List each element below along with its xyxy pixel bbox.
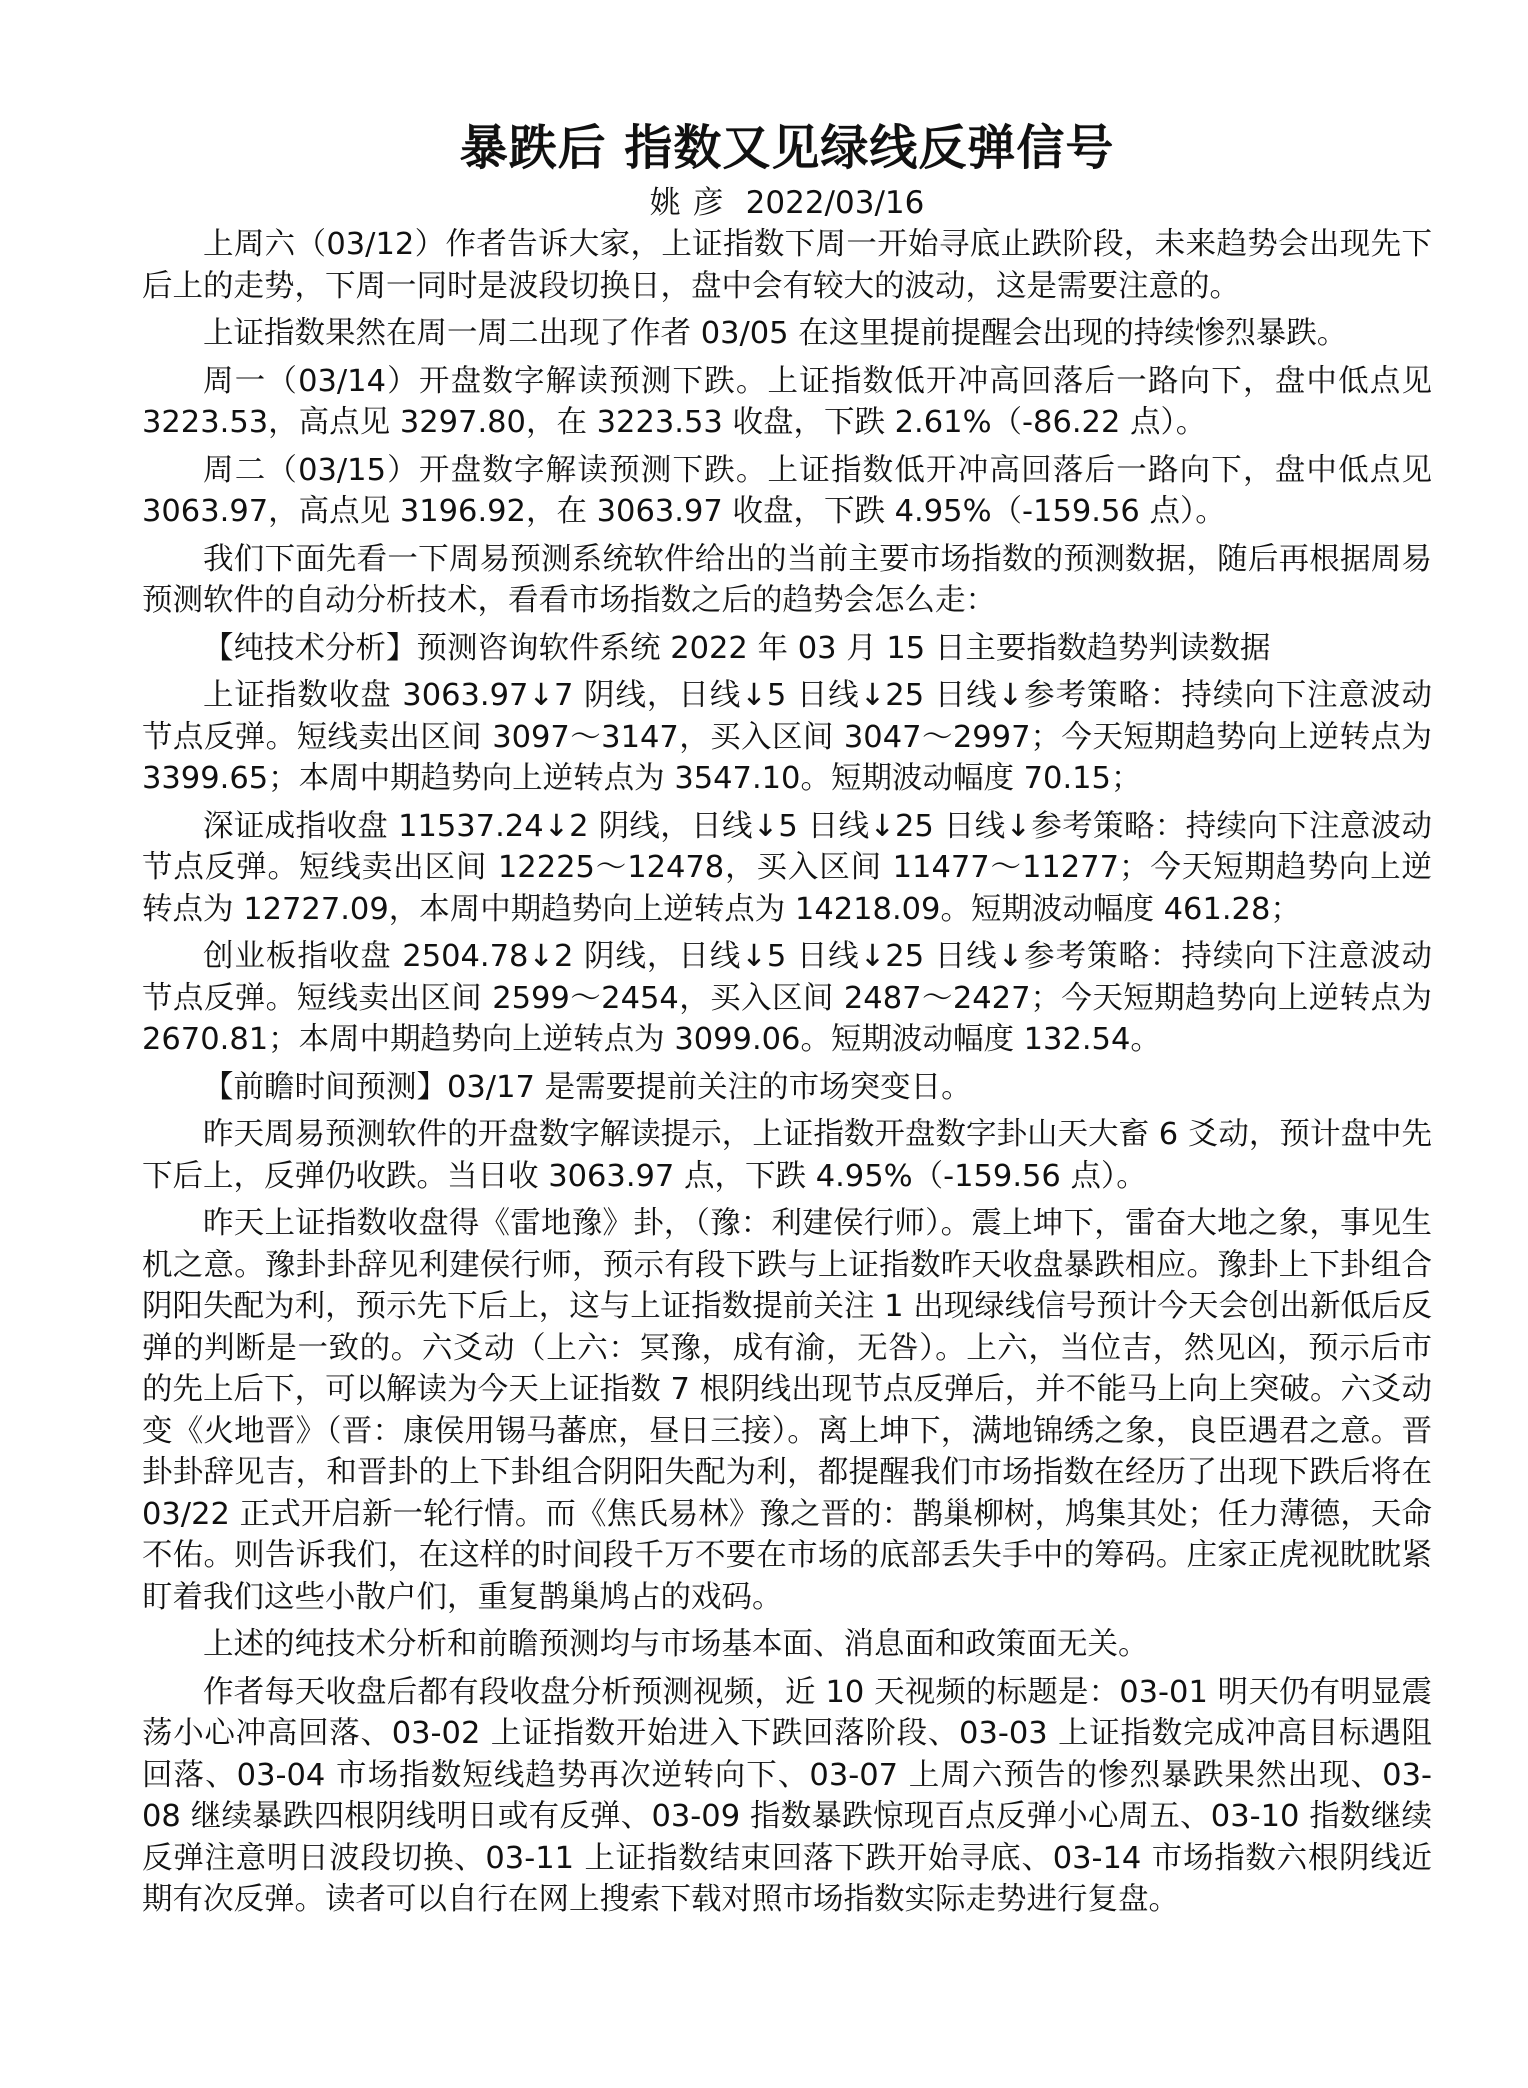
paragraph: 周一（03/14）开盘数字解读预测下跌。上证指数低开冲高回落后一路向下，盘中低点见 3223.53，高点见 3297.80，在 3223.53 收盘，下跌 2.61%（-86.22 点）。 (142, 363, 1432, 440)
article-body (142, 224, 1432, 1921)
paragraph: 昨天上证指数收盘得《雷地豫》卦，（豫：利建侯行师）。震上坤下，雷奋大地之象，事见生机之意。豫卦卦辞见利建侯行师，预示有段下跌与上证指数昨天收盘暴跌相应。豫卦上下卦组合阴阳失配为利，预示先下后上，这与上证指数提前关注 1 出现绿线信号预计今天会创出新低后反弹的判断是一致的。六爻动（上六：冥豫，成有渝，无咎）。上六，当位吉，然见凶，预示后市的先上后下，可以解读为今天上证指数 7 根阴线出现节点反弹后，并不能马上向上突破。六爻动变《火地晋》（晋：康侯用锡马蕃庶，昼日三接）。离上坤下，满地锦绣之象，良臣遇君之意。晋卦卦辞见吉，和晋卦的上下卦组合阴阳失配为利，都提醒我们市场指数在经历了出现下跌后将在 03/22 正式开启新一轮行情。而《焦氏易林》豫之晋的：鹊巢柳树，鸠集其处；任力薄德，天命不佑。则告诉我们，在这样的时间段千万不要在市场的底部丢失手中的筹码。庄家正虎视眈眈紧盯着我们这些小散户们，重复鹊巢鸠占的戏码。 (142, 1206, 1432, 1615)
article-title: 暴跌后 指数又见绿线反弹信号 (459, 120, 1115, 176)
section-heading-time-forecast: 【前瞻时间预测】03/17 是需要提前关注的市场突变日。 (203, 1069, 972, 1105)
paragraph: 上周六（03/12）作者告诉大家，上证指数下周一开始寻底止跌阶段，未来趋势会出现先下后上的走势，下周一同时是波段切换日，盘中会有较大的波动，这是需要注意的。 (142, 227, 1432, 304)
paragraph: 我们下面先看一下周易预测系统软件给出的当前主要市场指数的预测数据，随后再根据周易预测软件的自动分析技术，看看市场指数之后的趋势会怎么走： (142, 541, 1432, 618)
publish-date: 2022/03/16 (745, 185, 925, 221)
paragraph: 周二（03/15）开盘数字解读预测下跌。上证指数低开冲高回落后一路向下，盘中低点见 3063.97，高点见 3196.92，在 3063.97 收盘，下跌 4.95%（-159.56 点）。 (142, 452, 1432, 529)
byline (142, 184, 1432, 222)
author-name: 姚彦 (649, 185, 736, 221)
paragraph: 上述的纯技术分析和前瞻预测均与市场基本面、消息面和政策面无关。 (203, 1627, 1149, 1662)
paragraph-shenzhen-index: 深证成指收盘 11537.24↓2 阴线，日线↓5 日线↓25 日线↓参考策略：持续向下注意波动节点反弹。短线卖出区间 12225～12478，买入区间 11477～11277；今天短期趋势向上逆转点为 12727.09，本周中期趋势向上逆转点为 14218.09。短期波动幅度 461.28； (142, 808, 1432, 927)
paragraph: 昨天周易预测软件的开盘数字解读提示，上证指数开盘数字卦山天大畜 6 爻动，预计盘中先下后上，反弹仍收跌。当日收 3063.97 点，下跌 4.95%（-159.56 点）。 (142, 1117, 1432, 1194)
paragraph: 作者每天收盘后都有段收盘分析预测视频，近 10 天视频的标题是：03-01 明天仍有明显震荡小心冲高回落、03-02 上证指数开始进入下跌回落阶段、03-03 上证指数完成冲高目标遇阻回落、03-04 市场指数短线趋势再次逆转向下、03-07 上周六预告的惨烈暴跌果然出现、03-08 继续暴跌四根阴线明日或有反弹、03-09 指数暴跌惊现百点反弹小心周五、03-10 指数继续反弹注意明日波段切换、03-11 上证指数结束回落下跌开始寻底、03-14 市场指数六根阴线近期有次反弹。读者可以自行在网上搜索下载对照市场指数实际走势进行复盘。 (142, 1674, 1432, 1917)
paragraph-shanghai-index: 上证指数收盘 3063.97↓7 阴线，日线↓5 日线↓25 日线↓参考策略：持续向下注意波动节点反弹。短线卖出区间 3097～3147，买入区间 3047～2997；今天短期趋势向上逆转点为 3399.65；本周中期趋势向上逆转点为 3547.10。短期波动幅度 70.15； (142, 678, 1432, 796)
section-heading-technical-analysis: 【纯技术分析】预测咨询软件系统 2022 年 03 月 15 日主要指数趋势判读数据 (203, 630, 1271, 666)
paragraph: 上证指数果然在周一周二出现了作者 03/05 在这里提前提醒会出现的持续惨烈暴跌。 (203, 316, 1348, 351)
paragraph-chinext-index: 创业板指收盘 2504.78↓2 阴线，日线↓5 日线↓25 日线↓参考策略：持续向下注意波动节点反弹。短线卖出区间 2599～2454，买入区间 2487～2427；今天短期趋势向上逆转点为 2670.81；本周中期趋势向上逆转点为 3099.06。短期波动幅度 132.54。 (142, 939, 1432, 1057)
